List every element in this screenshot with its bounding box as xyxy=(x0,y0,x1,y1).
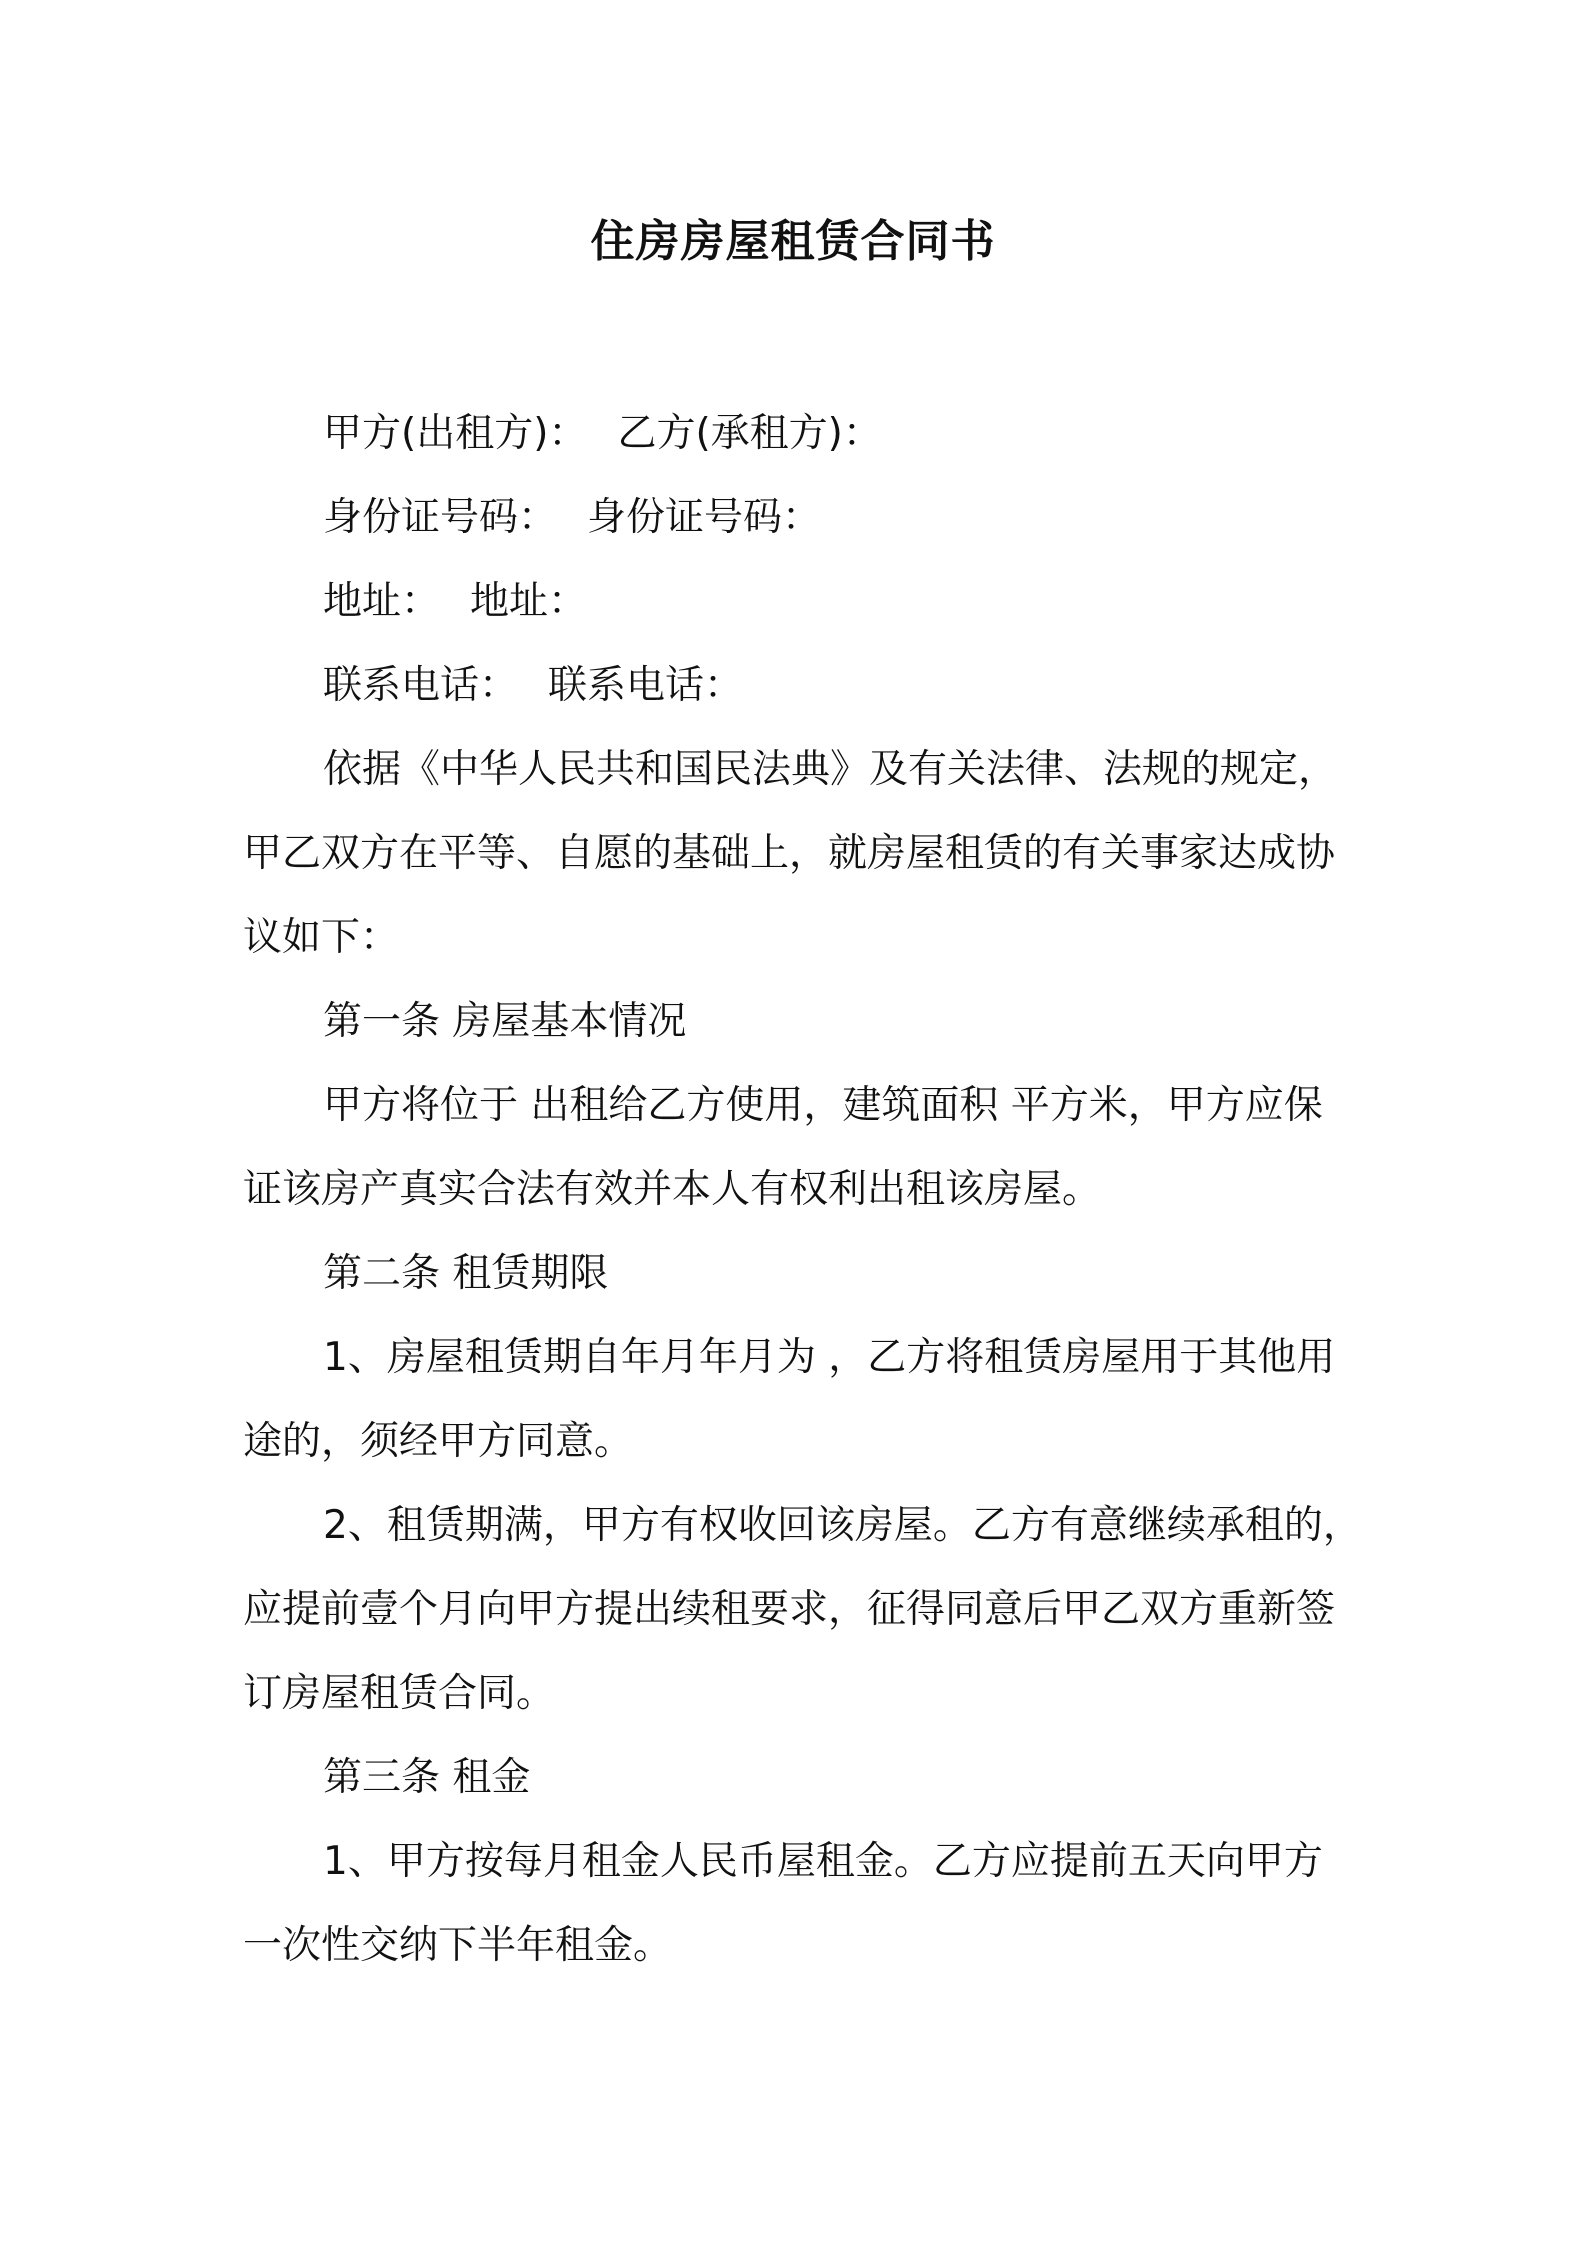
preamble-line-3: 议如下： xyxy=(243,915,400,960)
article-1-line-2: 证该房产真实合法有效并本人有权利出租该房屋。 xyxy=(243,1167,1102,1212)
party-address-line xyxy=(323,576,587,628)
preamble-line-1: 依据《中华人民共和国民法典》及有关法律、法规的规定， xyxy=(323,747,1338,792)
preamble-line-2: 甲乙双方在平等、自愿的基础上，就房屋租赁的有关事家达成协 xyxy=(243,831,1336,876)
article-2-p2-line-2: 应提前壹个月向甲方提出续租要求，征得同意后甲乙双方重新签 xyxy=(243,1587,1336,1632)
lessee-label: 乙方(承租方)： xyxy=(617,411,882,456)
lessor-phone-label: 联系电话： xyxy=(323,663,519,708)
lessor-label: 甲方(出租方)： xyxy=(323,411,588,456)
article-2-p2-line-3: 订房屋租赁合同。 xyxy=(243,1671,556,1716)
lessor-id-label: 身份证号码： xyxy=(323,495,558,540)
lessee-id-label: 身份证号码： xyxy=(587,495,822,540)
party-phone-line xyxy=(323,660,743,712)
article-3-p1-line-1: 1、甲方按每月租金人民币屋租金。乙方应提前五天向甲方 xyxy=(323,1839,1323,1884)
lessee-address-label: 地址： xyxy=(470,579,588,624)
lessee-phone-label: 联系电话： xyxy=(548,663,744,708)
lessor-address-label: 地址： xyxy=(323,579,441,624)
article-3-p1-line-2: 一次性交纳下半年租金。 xyxy=(243,1923,673,1968)
article-2-p1-line-2: 途的，须经甲方同意。 xyxy=(243,1419,634,1464)
article-1-heading: 第一条 房屋基本情况 xyxy=(323,999,687,1044)
article-2-p1-line-1: 1、房屋租赁期自年月年月为 ，乙方将租赁房屋用于其他用 xyxy=(323,1335,1336,1380)
document-title: 住房房屋租赁合同书 xyxy=(590,216,996,267)
party-names-line xyxy=(323,408,882,460)
article-2-heading: 第二条 租赁期限 xyxy=(323,1251,609,1296)
article-3-heading: 第三条 租金 xyxy=(323,1755,531,1800)
article-1-line-1: 甲方将位于 出租给乙方使用，建筑面积 平方米，甲方应保 xyxy=(323,1083,1323,1128)
party-id-line xyxy=(323,492,821,544)
article-2-p2-line-1: 2、租赁期满，甲方有权收回该房屋。乙方有意继续承租的， xyxy=(323,1503,1362,1548)
